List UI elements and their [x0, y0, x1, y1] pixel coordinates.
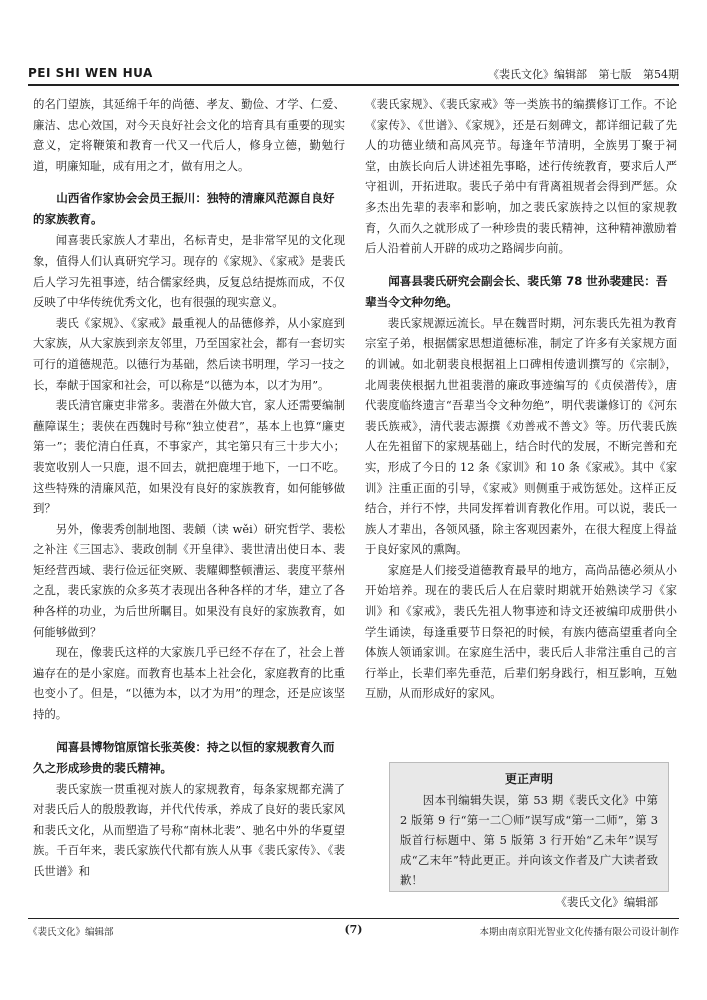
left-paragraph-1: 的名门望族，其延绵千年的尚德、孝友、勤俭、才学、仁爱、廉洁、忠心效国，对今天良好社会文化的培育具有重要的现实意义，定将鞭策和教育一代又一代后人，修身立德，勤勉行道，明廉知耻，成有用之才，做有用之人。: [33, 97, 345, 173]
footer-left: 《裴氏文化》编辑部: [28, 927, 114, 938]
footer-rule: [28, 918, 679, 919]
page-header: [28, 66, 679, 82]
header-info: [480, 66, 679, 82]
page-number: (7): [344, 923, 363, 936]
header-rule: [28, 84, 679, 86]
correction-notice: [389, 762, 669, 909]
left-paragraph-5: 另外，像裴秀创制地图、裴頠（读 wěi）研究哲学、裴松之补注《三国志》、裴政创制《开皇律》、裴世清出使日本、裴矩经营西域、裴行俭远征突厥、裴耀卿整顿漕运、裴度平蔡州之乱，裴氏家族的众多英才表现出各种各样的才华，建立了各种各样的功业，为后世所瞩目。如果没有良好的家族教育，如何能够做到？: [33, 521, 345, 639]
left-paragraph-7: 裴氏家族一贯重视对族人的家规教育，每条家规都充满了对裴氏后人的殷殷教诲，并代代传承，养成了良好的裴氏家风和裴氏文化，从而塑造了号称“南林北裴”、驰名中外的华夏望族。千百年来，裴氏家族代代都有族人从事《裴氏家传》、《裴氏世谱》和: [33, 781, 345, 878]
header-title: PEI SHI WEN HUA: [28, 66, 153, 80]
right-paragraph-3: 家庭是人们接受道德教育最早的地方，高尚品德必须从小开始培养。现在的裴氏后人在启蒙时期就开始熟读学习《家训》和《家戒》，裴氏先祖人物事迹和诗文还被编印成册供小学生诵读，每逢重要节日祭祀的时候，有族内德高望重者向全体族人领诵家训。在家庭生活中，裴氏后人非常注重自己的言行举止，长辈们率先垂范，后辈们躬身践行，相互影响，互勉互励，从而形成好的家风。: [365, 562, 677, 701]
right-paragraph-1: 《裴氏家规》、《裴氏家戒》等一类族书的编撰修订工作。不论《家传》、《世谱》、《家规》，还是石刻碑文，都详细记载了先人的功德业绩和高风亮节。每逢年节清明，全族男丁聚于祠堂，由族长向后人讲述祖先事略，述行传统教育，要求后人严守祖训，开拓进取。裴氏子弟中有背离祖规者会得到严惩。众多杰出先辈的表率和影响，加之裴氏家族持之以恒的家规教育，久而久之就形成了一种珍贵的裴氏精神，这种精神激励着后人沿着前人开辟的成功之路阔步向前。: [365, 97, 677, 256]
left-paragraph-4: 裴氏清官廉吏非常多。裴潜在外做大官，家人还需要编制蘸障谋生；裴侠在西魏时号称“独立使君”，基本上也算“廉吏第一”；裴佗清白任真，不事家产，其宅第只有三十步大小；裴宽收别人一只鹿，退不回去，就把鹿埋于地下，一口不吃。这些特殊的清廉风范，如果没有良好的家族教育，如何能够做到？: [33, 398, 345, 516]
right-column: [365, 94, 677, 704]
header-issue: 第54期: [643, 68, 679, 81]
header-edition: 第七版: [598, 68, 632, 81]
footer-right: 本期由南京阳光智业文化传播有限公司设计制作: [479, 927, 679, 938]
right-section-heading-1: 闻喜县裴氏研究会副会长、裴氏第 78 世孙裴建民：吾辈当令文种勿绝。: [365, 273, 668, 309]
left-column: [33, 94, 345, 882]
left-paragraph-6: 现在，像裴氏这样的大家族几乎已经不存在了，社会上普遍存在的是小家庭。而教育也基本上社会化，家庭教育的比重也变小了。但是，“以德为本，以才为用”的理念，还是应该坚持的。: [33, 645, 345, 722]
right-paragraph-2: 裴氏家规源远流长。早在魏晋时期，河东裴氏先祖为教育宗室子弟，根据儒家思想道德标准，制定了许多有关家规方面的训诫。如北朝裴良根据祖上口碑相传遗训撰写的《宗制》，北周裴侠根据九世祖裴潜的廉政事迹编写的《贞侯潜传》，唐代裴度临终遗言“吾辈当令文种勿绝”，明代裴谦修订的《河东裴氏族戒》，清代裴志源撰《劝善戒不善文》等。历代裴氏族人在先祖留下的家规基础上，结合时代的发展，不断完善和充实，形成了今日的 12 条《家训》和 10 条《家戒》。其中《家训》注重正面的引导，《家戒》则侧重于戒饬惩处。这样正反结合，并行不悖，共同发挥着训育教化作用。可以说，裴氏一族人才辈出，各领风骚，除主客观因素外，在很大程度上得益于良好家风的熏陶。: [365, 315, 677, 557]
left-paragraph-3: 裴氏《家规》、《家戒》最重视人的品德修养，从小家庭到大家族，从大家族到亲友邻里，乃至国家社会，都有一套切实可行的道德规范。以德行为基础，然后读书明理，学习一技之长，奉献于国家和社会，可以称是“以德为本，以才为用”。: [33, 315, 345, 392]
notice-signature: 《裴氏文化》编辑部: [555, 895, 658, 909]
notice-title: 更正声明: [504, 772, 553, 786]
left-section-heading-2: 闻喜县博物馆原馆长张英俊：持之以恒的家规教育久而久之形成珍贵的裴氏精神。: [33, 739, 335, 775]
notice-body: 因本刊编辑失误，第 53 期《裴氏文化》中第 2 版第 9 行“第一二〇师”误写成“第一二师”，第 3 版首行标题中、第 5 版第 3 行开始“乙未年”误写成“乙末年”特此更正。并向该文作者及广大读者致歉！: [400, 793, 658, 887]
page-footer: [28, 924, 679, 940]
left-section-heading-1: 山西省作家协会会员王振川：独特的清廉风范源自良好的家族教育。: [33, 191, 335, 227]
left-paragraph-2: 闻喜裴氏家族人才辈出，名标青史，是非常罕见的文化现象，值得人们认真研究学习。现存的《家规》、《家戒》是裴氏后人学习先祖事迹，结合儒家经典，反复总结提炼而成，不仅反映了中华传统优秀文化，也有很强的现实意义。: [33, 233, 345, 310]
header-editor: 《裴氏文化》编辑部: [488, 68, 587, 81]
